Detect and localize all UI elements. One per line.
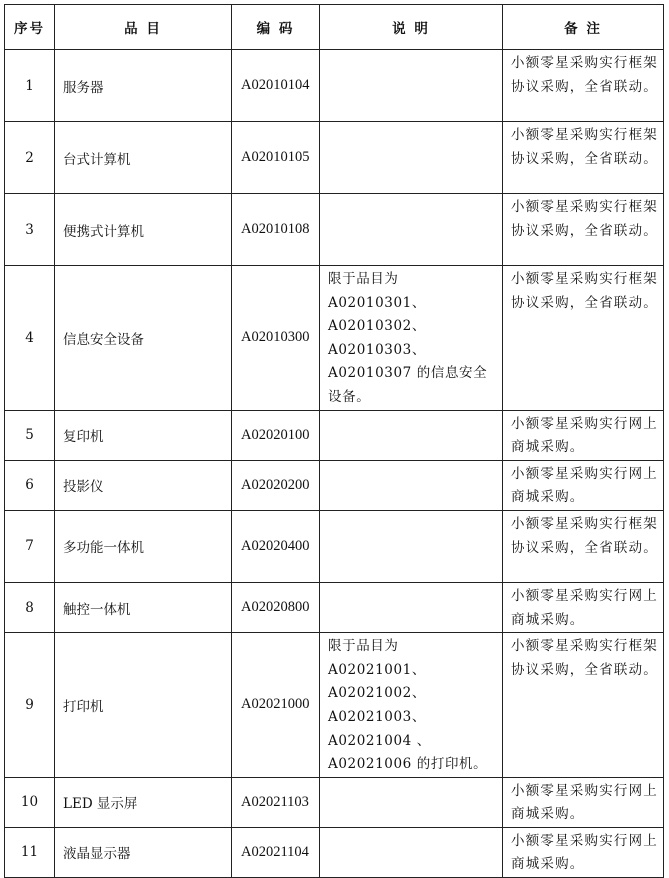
table-row	[5, 777, 664, 827]
row-name: 服务器	[55, 50, 232, 122]
row-no: 3	[5, 194, 55, 266]
row-no: 5	[5, 410, 55, 460]
row-desc	[320, 510, 503, 582]
row-note: 小额零星采购实行框架协议采购，全省联动。	[503, 194, 664, 266]
row-code: A02021103	[232, 777, 320, 827]
row-note: 小额零星采购实行框架协议采购，全省联动。	[503, 122, 664, 194]
row-name: 便携式计算机	[55, 194, 232, 266]
table-row	[5, 266, 664, 411]
row-code: A02020200	[232, 460, 320, 510]
row-code: A02020100	[232, 410, 320, 460]
row-code: A02021000	[232, 633, 320, 778]
row-code: A02010105	[232, 122, 320, 194]
row-desc	[320, 582, 503, 632]
row-note: 小额零星采购实行网上商城采购。	[503, 410, 664, 460]
row-name: 台式计算机	[55, 122, 232, 194]
row-no: 2	[5, 122, 55, 194]
row-desc: 限于品目为 A02021001、A02021002、A02021003、A02021004 、A02021006 的打印机。	[320, 633, 503, 778]
row-no: 7	[5, 510, 55, 582]
row-name: 复印机	[55, 410, 232, 460]
row-no: 10	[5, 777, 55, 827]
table-row	[5, 460, 664, 510]
row-code: A02010104	[232, 50, 320, 122]
row-desc: 限于品目为 A02010301、A02010302、A02010303、A02010307 的信息安全设备。	[320, 266, 503, 411]
row-note: 小额零星采购实行框架协议采购，全省联动。	[503, 266, 664, 411]
row-desc	[320, 50, 503, 122]
row-name: LED 显示屏	[55, 777, 232, 827]
table-row	[5, 827, 664, 877]
procurement-table	[4, 4, 664, 878]
row-note: 小额零星采购实行网上商城采购。	[503, 460, 664, 510]
row-name: 触控一体机	[55, 582, 232, 632]
row-name: 多功能一体机	[55, 510, 232, 582]
row-no: 4	[5, 266, 55, 411]
table-row	[5, 410, 664, 460]
row-desc	[320, 777, 503, 827]
row-desc	[320, 122, 503, 194]
row-no: 8	[5, 582, 55, 632]
row-desc	[320, 827, 503, 877]
header-desc: 说 明	[320, 5, 503, 50]
row-name: 信息安全设备	[55, 266, 232, 411]
row-code: A02020800	[232, 582, 320, 632]
header-no: 序号	[5, 5, 55, 50]
header-row	[5, 5, 664, 50]
row-desc	[320, 410, 503, 460]
table-row	[5, 50, 664, 122]
row-code: A02010108	[232, 194, 320, 266]
row-code: A02020400	[232, 510, 320, 582]
header-code: 编 码	[232, 5, 320, 50]
table-row	[5, 122, 664, 194]
row-desc	[320, 460, 503, 510]
row-note: 小额零星采购实行框架协议采购，全省联动。	[503, 633, 664, 778]
row-name: 打印机	[55, 633, 232, 778]
table-row	[5, 194, 664, 266]
row-desc	[320, 194, 503, 266]
row-code: A02021104	[232, 827, 320, 877]
row-note: 小额零星采购实行框架协议采购，全省联动。	[503, 50, 664, 122]
table-row	[5, 633, 664, 778]
table-row	[5, 510, 664, 582]
row-no: 6	[5, 460, 55, 510]
header-note: 备 注	[503, 5, 664, 50]
row-note: 小额零星采购实行框架协议采购，全省联动。	[503, 510, 664, 582]
row-no: 11	[5, 827, 55, 877]
row-note: 小额零星采购实行网上商城采购。	[503, 582, 664, 632]
table-row	[5, 582, 664, 632]
row-code: A02010300	[232, 266, 320, 411]
row-name: 投影仪	[55, 460, 232, 510]
row-note: 小额零星采购实行网上商城采购。	[503, 777, 664, 827]
row-note: 小额零星采购实行网上商城采购。	[503, 827, 664, 877]
header-name: 品 目	[55, 5, 232, 50]
row-no: 9	[5, 633, 55, 778]
row-no: 1	[5, 50, 55, 122]
row-name: 液晶显示器	[55, 827, 232, 877]
